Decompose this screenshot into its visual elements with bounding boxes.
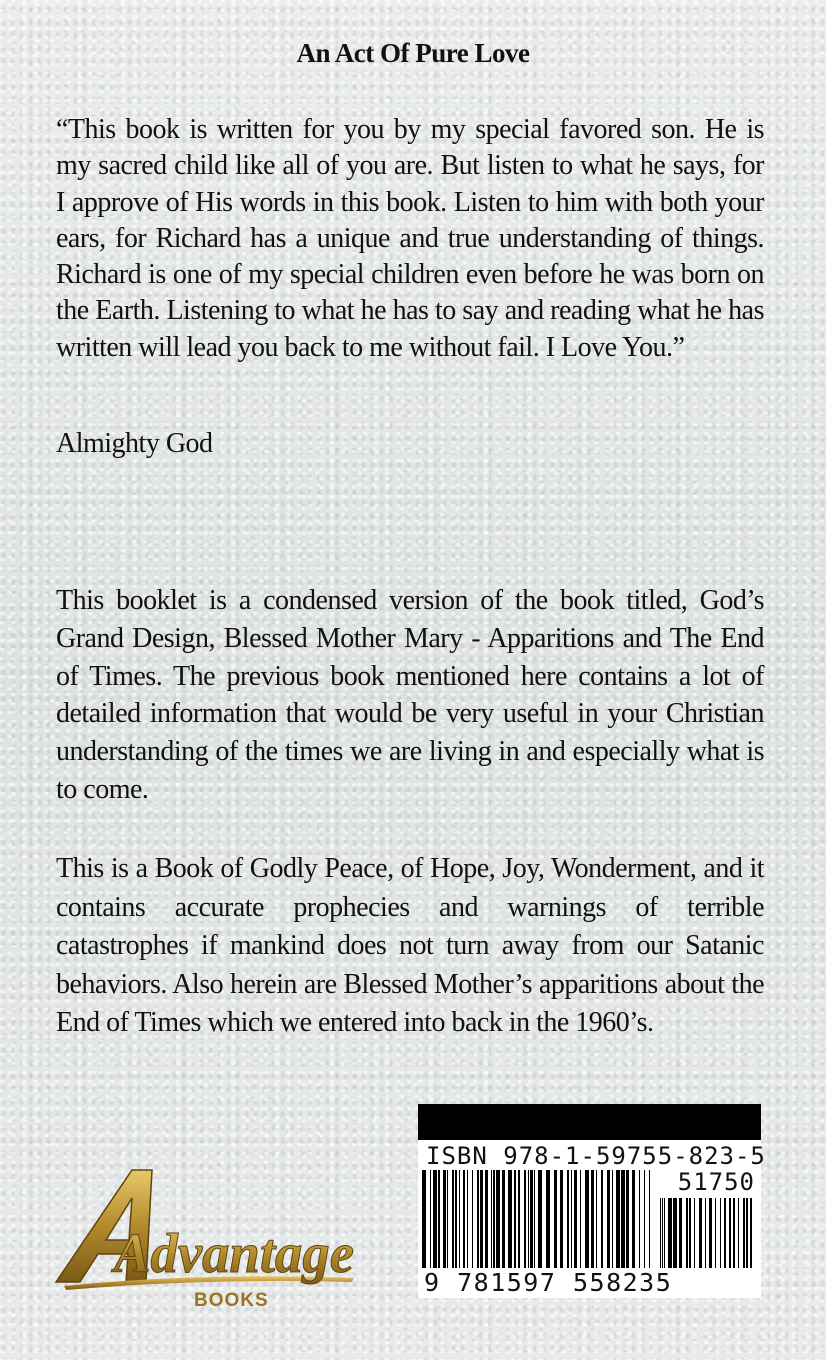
barcode-bar <box>430 1170 431 1268</box>
barcode-bar <box>720 1198 721 1268</box>
barcode-bar <box>546 1170 550 1268</box>
barcode-bars <box>422 1170 652 1268</box>
barcode-bar <box>554 1170 557 1268</box>
barcode-bar <box>443 1170 446 1268</box>
barcode-bar <box>724 1198 726 1268</box>
barcode-bar <box>538 1170 542 1268</box>
barcode-bar <box>477 1170 479 1268</box>
logo-subtext: BOOKS <box>194 1290 269 1310</box>
barcode-bar <box>508 1170 512 1268</box>
barcode-bar <box>644 1170 645 1268</box>
barcode-bar <box>447 1170 448 1268</box>
barcode-bar <box>738 1198 739 1268</box>
barcode-bar <box>733 1198 735 1268</box>
barcode-bar <box>705 1198 706 1268</box>
barcode-bar <box>694 1198 695 1268</box>
barcode-bar <box>518 1170 520 1268</box>
price-code: 51750 <box>677 1168 755 1196</box>
isbn-number: ISBN 978-1-59755-823-5 <box>426 1142 766 1170</box>
barcode-bar <box>459 1170 460 1268</box>
barcode-bar <box>591 1170 594 1268</box>
barcode-black-band <box>418 1104 761 1140</box>
barcode-bar <box>472 1170 473 1268</box>
barcode-bar <box>438 1170 440 1268</box>
barcode-bar <box>639 1170 640 1268</box>
barcode-bar <box>601 1170 603 1268</box>
barcode-bar <box>626 1170 629 1268</box>
quote-signature: Almighty God <box>56 428 213 459</box>
price-barcode-bars <box>660 1198 755 1268</box>
barcode-bar <box>485 1170 488 1268</box>
barcode-bar <box>660 1198 661 1268</box>
barcode-bar <box>502 1170 505 1268</box>
advantage-books-logo <box>54 1160 364 1310</box>
barcode-bar <box>668 1198 672 1268</box>
barcode-bar <box>463 1170 465 1268</box>
barcode-bar <box>467 1170 468 1268</box>
cover-title: An Act Of Pure Love <box>296 38 530 68</box>
barcode-bar <box>514 1170 516 1268</box>
ean-number: 9 781597 558235 <box>424 1268 673 1297</box>
barcode-bar <box>580 1170 581 1268</box>
barcode-bar <box>524 1170 526 1268</box>
barcode-bar <box>699 1198 702 1268</box>
barcode-bar <box>493 1170 495 1268</box>
barcode-bar <box>746 1198 748 1268</box>
barcode-bar <box>709 1198 712 1268</box>
book-summary: This is a Book of Godly Peace, of Hope, Joy, Wonderment, and it contains accurate prophecies and warnings of terrible catastrophes if mankind does not turn away from our Satanic behaviors. Also herein are Blessed Mother’s apparitions about the End of Times which we entered into back in the 1960’s. <box>56 853 764 1038</box>
barcode-bar <box>621 1170 625 1268</box>
booklet-description: This booklet is a condensed version of the book titled, God’s Grand Design, Blessed Mother Mary - Apparitions and The End of Times. The previous book mentioned here contains a lot of detailed information that would be very useful in your Christian understanding of the times we are living in and especially what is to come. <box>56 585 764 805</box>
barcode-bar <box>686 1198 688 1268</box>
barcode-bar <box>664 1198 665 1268</box>
god-quote: “This book is written for you by my special favored son. He is my sacred child like all of you are. But listen to what he says, for I approve of His words in this book. Listen to him with both your ears, for Richard has a unique and true understanding of things. Richard is one of my special children even before he was born on the Earth. Listening to what he has to say and reading what he has written will lead you back to me without fail. I Love You.” <box>56 114 764 363</box>
barcode-bar <box>574 1170 577 1268</box>
barcode-bar <box>607 1170 610 1268</box>
barcode-bar <box>679 1198 682 1268</box>
barcode-bar <box>616 1170 620 1268</box>
barcode-bar <box>491 1170 492 1268</box>
barcode-bar <box>455 1170 457 1268</box>
barcode-bar <box>612 1170 613 1268</box>
barcode-bar <box>567 1170 569 1268</box>
barcode-bar <box>422 1170 426 1268</box>
barcode-bar <box>729 1198 731 1268</box>
barcode-bar <box>750 1198 752 1268</box>
barcode-bar <box>662 1198 663 1268</box>
barcode-bar <box>571 1170 572 1268</box>
barcode-bar <box>433 1170 437 1268</box>
logo-wordmark: Advantage <box>111 1223 355 1285</box>
barcode-bar <box>689 1198 691 1268</box>
barcode-bar <box>596 1170 597 1268</box>
barcode-bar <box>649 1170 650 1268</box>
barcode-bar <box>743 1198 745 1268</box>
barcode-bar <box>530 1170 533 1268</box>
barcode-bar <box>673 1198 677 1268</box>
barcode-bar <box>534 1170 535 1268</box>
barcode-bar <box>715 1198 716 1268</box>
barcode-bar <box>585 1170 589 1268</box>
barcode-bar <box>560 1170 563 1268</box>
barcode-bar <box>452 1170 454 1268</box>
barcode-bar <box>480 1170 483 1268</box>
isbn-barcode <box>418 1104 766 1298</box>
barcode-bar <box>496 1170 500 1268</box>
barcode-bar <box>528 1170 529 1268</box>
barcode-bar <box>632 1170 635 1268</box>
